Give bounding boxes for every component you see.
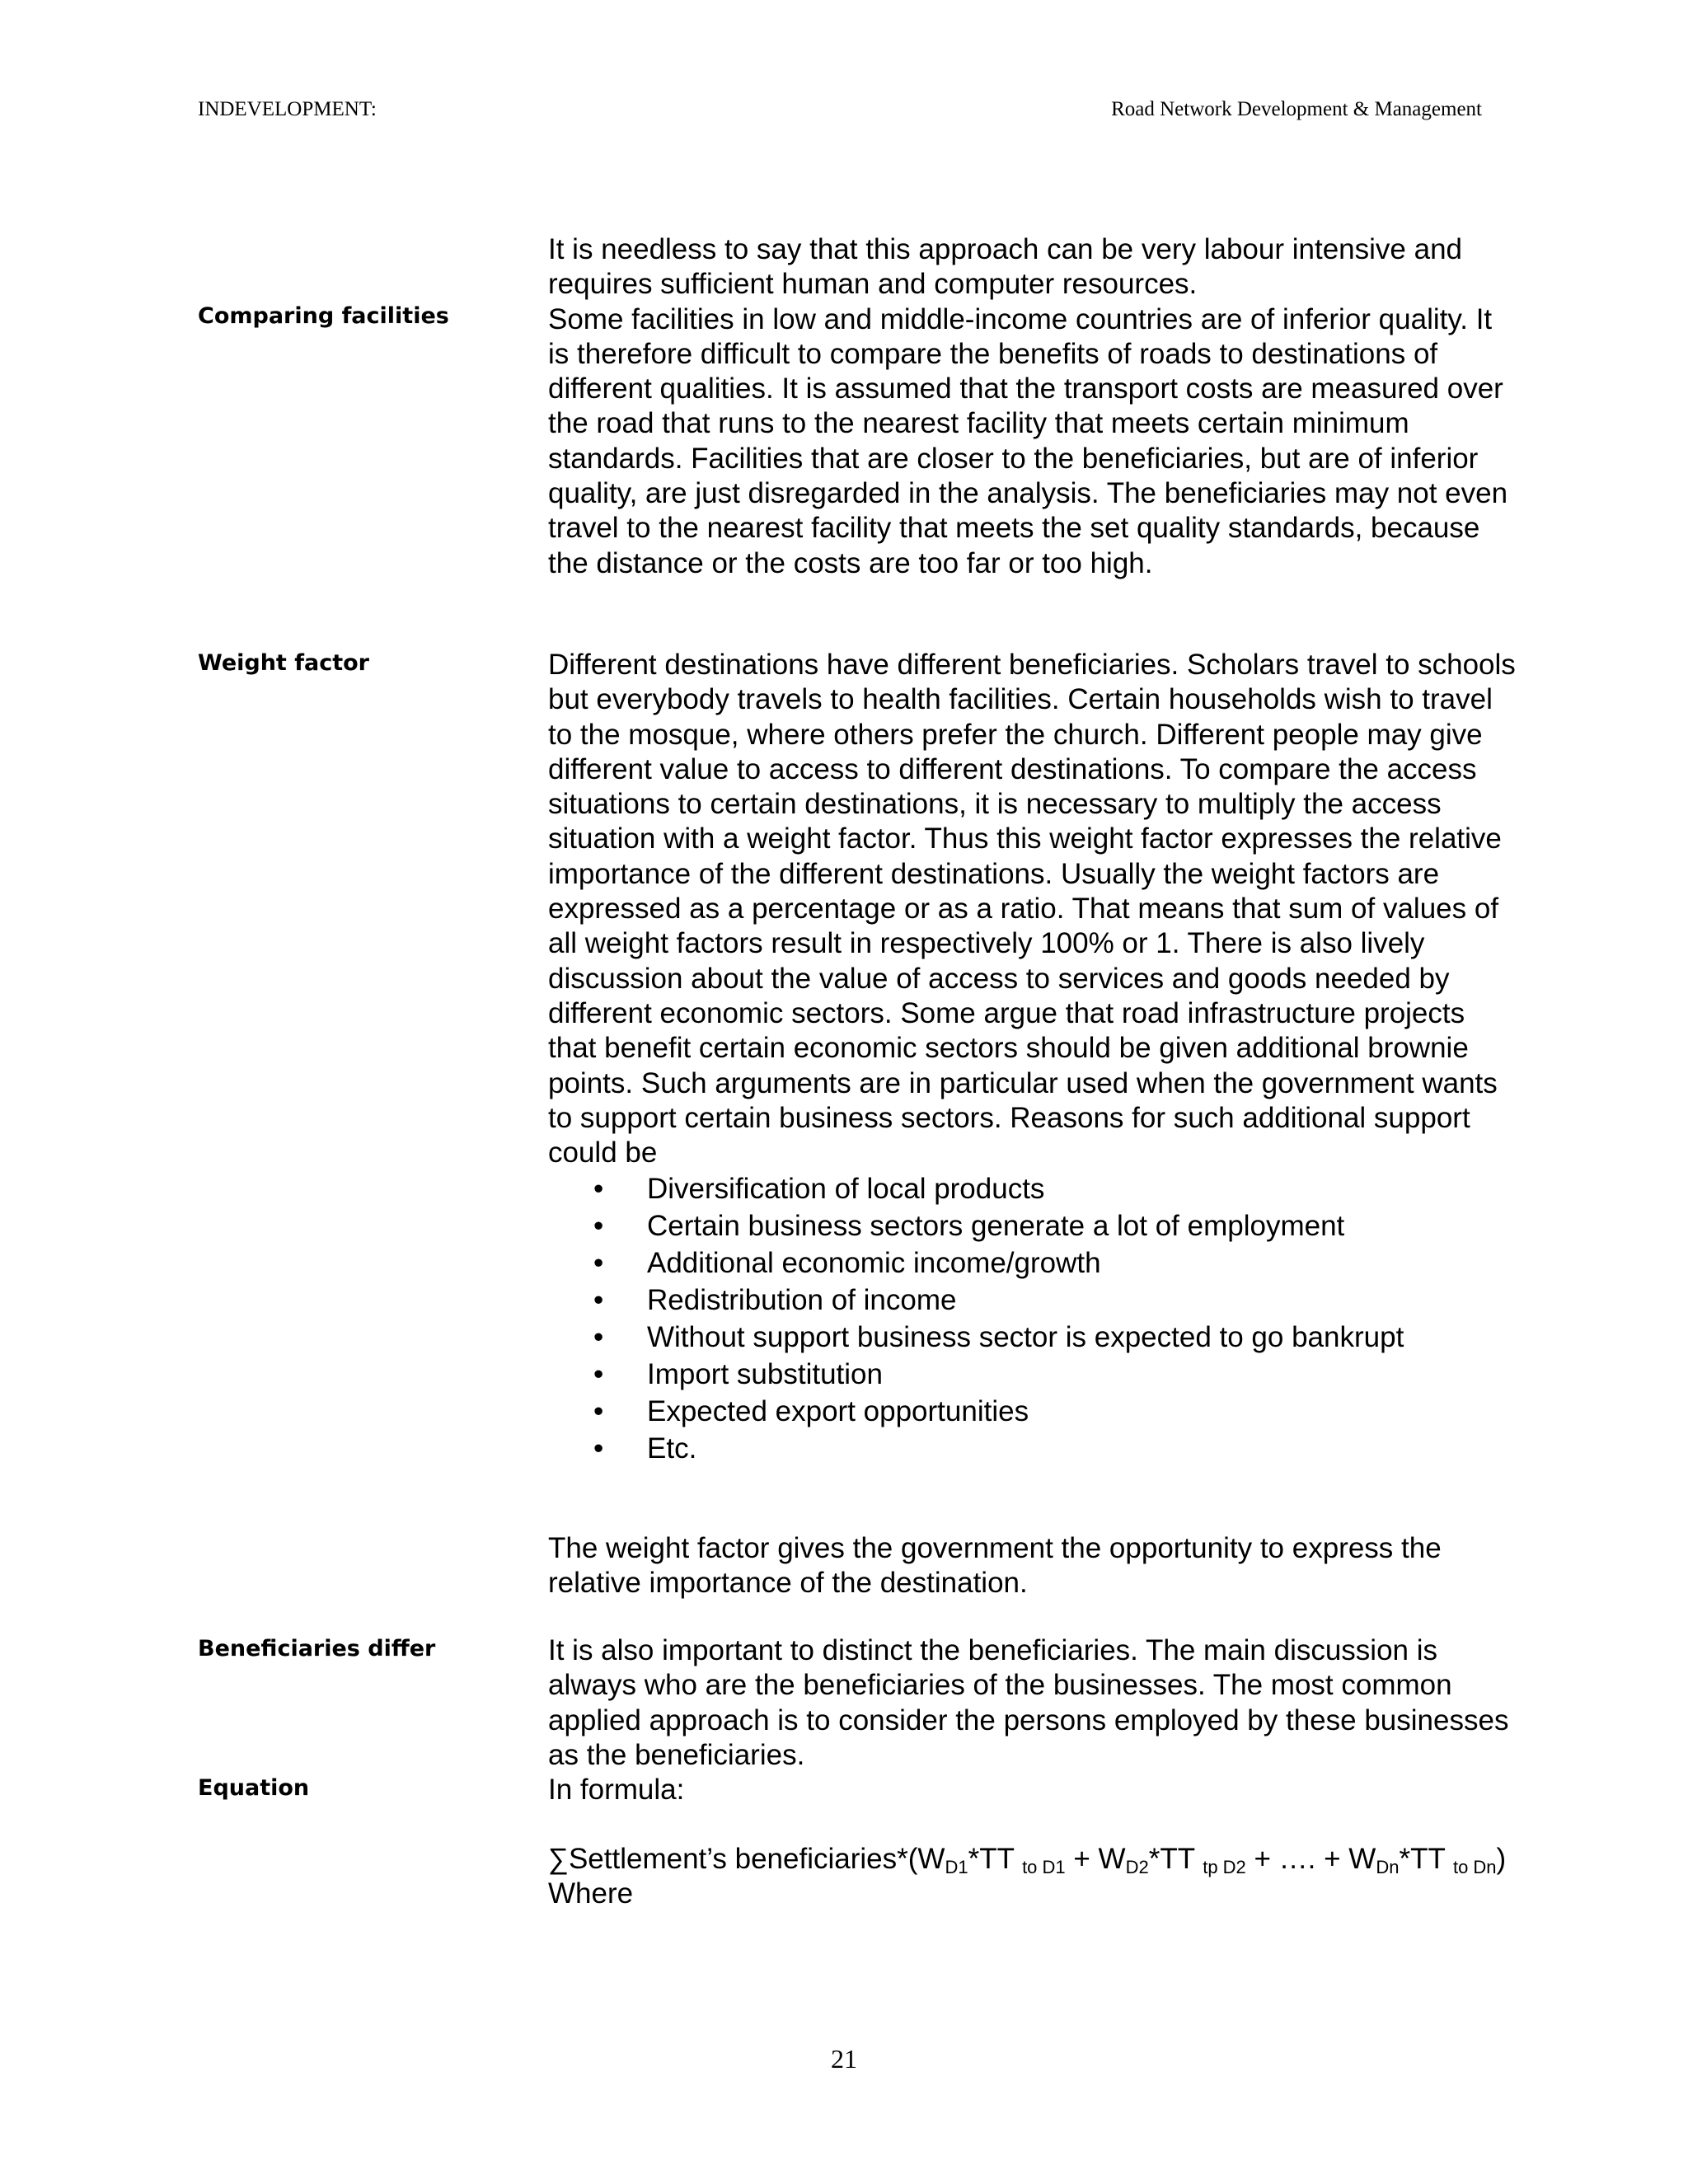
intro-paragraph: It is needless to say that this approach can be very labour intensive and requires sufficient human and computer resources. [548, 233, 1462, 301]
list-item: • Redistribution of income [548, 1282, 1517, 1319]
margin-label-weight-factor: Weight factor [198, 650, 369, 676]
formula-block [548, 1842, 1517, 1912]
running-header-right: Road Network Development & Management [1111, 98, 1482, 120]
list-item: • Diversification of local products [548, 1170, 1517, 1207]
margin-label-beneficiaries-differ: Beneficiaries differ [198, 1636, 436, 1661]
list-item: • Expected export opportunities [548, 1393, 1517, 1430]
list-item: • Import substitution [548, 1356, 1517, 1393]
comparing-facilities-paragraph: Some facilities in low and middle-income countries are of inferior quality. It is therefore difficult to compare the benefits of roads to destinations of different qualities. It is assumed that the transport costs are measured over the road that runs to the nearest facility that meets certain minimum standards. Facilities that are closer to the beneficiaries, but are of inferior quality, are just disregarded in the analysis. The beneficiaries may not even travel to the nearest facility that meets the set quality standards, because the distance or the costs are too far or too high. [548, 302, 1508, 579]
main-text-column [548, 232, 1517, 581]
weight-factor-section [548, 648, 1517, 1467]
list-item: • Additional economic income/growth [548, 1244, 1517, 1282]
where-label: Where [548, 1877, 634, 1910]
weight-closing-paragraph: The weight factor gives the government the opportunity to express the relative importance of the destination. [548, 1532, 1442, 1600]
support-reasons-list [548, 1170, 1517, 1467]
weight-factor-closing [548, 1531, 1517, 1601]
weight-factor-paragraph: Different destinations have different beneficiaries. Scholars travel to schools but everybody travels to health facilities. Certain households wish to travel to the mosque, where others prefer the church. Different people may give different value to access to different destinations. To compare the access situations to certain destinations, it is necessary to multiply the access situation with a weight factor. Thus this weight factor expresses the relative importance of the different destinations. Usually the weight factors are expressed as a percentage or as a ratio. That means that sum of values of all weight factors result in respectively 100% or 1. There is also lively discussion about the value of access to services and goods needed by different economic sectors. Some argue that road infrastructure projects that benefit certain economic sectors should be given additional brownie points. Such arguments are in particular used when the government wants to support certain business sectors. Reasons for such additional support could be [548, 649, 1516, 1169]
list-item: • Etc. [548, 1430, 1517, 1467]
margin-label-equation: Equation [198, 1775, 310, 1801]
margin-label-comparing-facilities: Comparing facilities [198, 303, 449, 329]
beneficiaries-paragraph: It is also important to distinct the beneficiaries. The main discussion is always who are the beneficiaries of the businesses. The most common applied approach is to consider the persons employed by these businesses as the beneficiaries. [548, 1634, 1509, 1771]
page-number: 21 [831, 2044, 857, 2074]
formula-equation: ∑Settlement’s $beneficiaries*(W_{D1}*TT$ $_{to D1} + W_{D2}*TT$ $_{tp D2}$ + …. + $W_{Dn}*TT$ $_{to Dn}$) [548, 1843, 1507, 1877]
beneficiaries-section [548, 1633, 1517, 1807]
formula-intro: In formula: [548, 1774, 685, 1807]
list-item: • Without support business sector is expected to go bankrupt [548, 1319, 1517, 1356]
list-item: • Certain business sectors generate a lot of employment [548, 1207, 1517, 1244]
running-header-left: INDEVELOPMENT: [198, 98, 377, 120]
